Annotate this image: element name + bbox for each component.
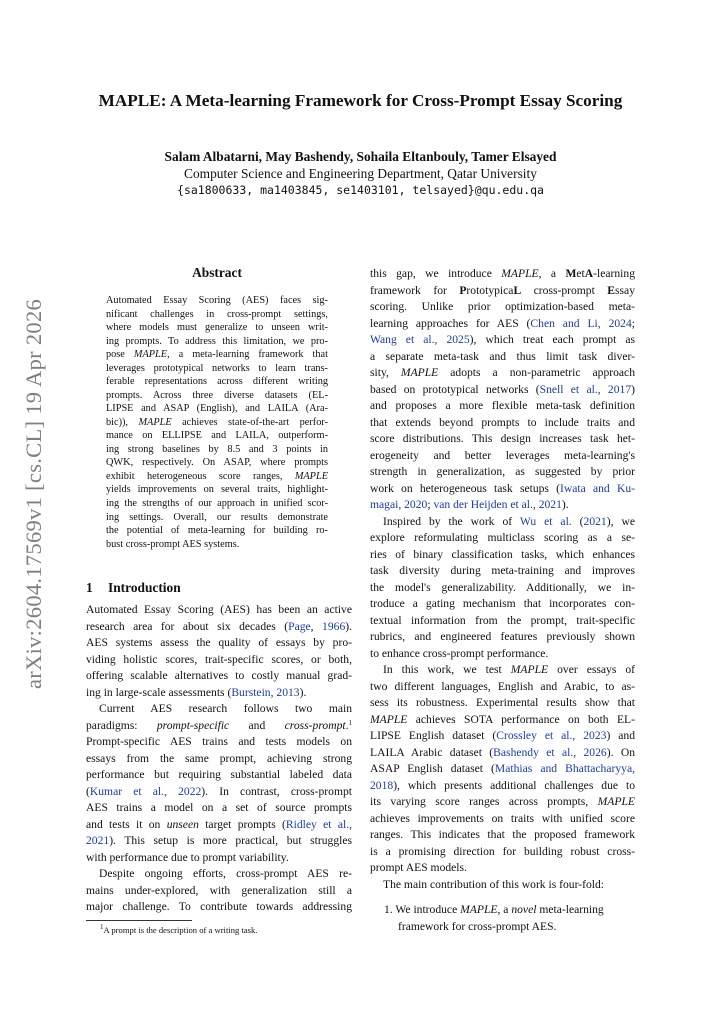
body-line: two different languages, English and Arabic, to as-	[370, 679, 635, 693]
abstract-line: yields improvements on several traits, highlight-	[106, 484, 328, 496]
body-line: major challenge. To contribute towards addressing	[86, 900, 352, 913]
body-line: Automated Essay Scoring (AES) has been an active	[86, 603, 352, 616]
body-line: AES trains a model on a set of source prompts	[86, 801, 352, 814]
contribution-list	[370, 902, 635, 935]
body-line: strength in generalization, as suggested by prior	[370, 465, 635, 478]
list-item-line: framework for cross-prompt AES.	[398, 919, 557, 933]
body-line: (Kumar et al., 2022). In contrast, cross-prompt	[86, 784, 352, 798]
body-line: sess its robustness. Experimental results show that	[370, 696, 635, 709]
body-line: LIPSE English dataset (Crossley et al., 2023) and	[370, 729, 636, 742]
body-line: its varying score ranges across prompts, MAPLE	[370, 795, 635, 808]
body-line: explore reformulating multiclass scoring as a se-	[370, 531, 635, 544]
body-line: research area for about six decades (Page, 1966).	[86, 619, 352, 633]
body-line: Prompt-specific AES trains and tests models on	[86, 735, 352, 748]
abstract-line: prompts. Across three diverse datasets (EL-	[106, 389, 328, 401]
body-line: rubrics, and engineered features previously shown	[370, 630, 635, 643]
abstract-line: pose MAPLE, a meta-learning framework that	[106, 349, 328, 361]
body-line: 2021). This setup is more practical, but struggles	[86, 834, 352, 847]
body-line: Inspired by the work of Wu et al. (2021), we	[383, 514, 635, 528]
arxiv-stamp-text: arXiv:2604.17569v1 [cs.CL] 19 Apr 2026	[21, 298, 46, 690]
abstract-heading: Abstract	[192, 265, 242, 280]
body-line: prompt AES models.	[370, 861, 467, 874]
footnote	[100, 925, 257, 935]
body-line: framework for PrototypicaL cross-prompt Essay	[370, 283, 635, 297]
abstract-line: Automated Essay Scoring (AES) faces sig-	[106, 295, 328, 306]
body-line: magai, 2020; van der Heijden et al., 2021).	[370, 498, 569, 511]
body-line: paradigms: prompt-specific and cross-prompt.$^1$	[86, 718, 352, 732]
body-line: 2018), which presents additional challenges due to	[370, 778, 635, 792]
body-line: mains under-explored, with generalization still a	[86, 883, 352, 897]
abstract-line: ing prompts. To address this limitation, we pro-	[106, 335, 328, 347]
abstract-line: ing strong baselines by 8.5 and 3 points in	[106, 443, 328, 455]
body-line: is a promising direction for building robust cross-	[370, 844, 635, 858]
body-line: work on heterogeneous task setups (Iwata and Ku-	[370, 481, 635, 495]
abstract-line: bust cross-prompt AES systems.	[106, 538, 240, 550]
body-line: textual information from the prompt, trait-specific	[370, 613, 635, 627]
body-line: offering scalable alternatives to costly manual grad-	[86, 669, 352, 682]
abstract-line: QWK, respectively. On ASAP, where prompts	[106, 457, 328, 469]
right-column-body	[370, 266, 635, 935]
body-line: In this work, we test MAPLE over essays of	[383, 663, 636, 676]
author-emails: {sa1800633, ma1403845, se1403101, telsayed}@qu.edu.qa	[177, 183, 544, 197]
body-line: essays from the same prompt, achieving strong	[86, 751, 352, 765]
affiliation: Computer Science and Engineering Department, Qatar University	[184, 166, 537, 181]
body-line: erogeneity and better leverages meta-learning's	[370, 448, 635, 462]
abstract-line: mance on ELLIPSE and LAILA, outperform-	[106, 430, 328, 442]
paper-title: MAPLE: A Meta-learning Framework for Cross-Prompt Essay Scoring	[98, 91, 623, 110]
abstract-line: ing settings. Overall, our results demonstrate	[106, 511, 328, 523]
body-line: and tests it on unseen target prompts (Ridley et al.,	[86, 817, 352, 831]
abstract-line: ing the strengths of our approach in unified scor-	[106, 497, 328, 509]
section-heading-introduction	[86, 580, 181, 596]
abstract-line: the potential of meta-learning for building ro-	[106, 525, 328, 537]
body-line: troduce a gating mechanism that incorporates con-	[370, 597, 635, 610]
abstract-line: LIPSE and ASAP (English), and LAILA (Ara-	[106, 403, 328, 415]
body-line: and proposes a more flexible meta-task definition	[370, 399, 635, 412]
body-line: ASAP English dataset (Mathias and Bhattacharyya,	[370, 762, 635, 775]
body-line: achieves improvements on traits with unified score	[370, 811, 635, 825]
body-line: Despite ongoing efforts, cross-prompt AES re-	[99, 867, 352, 880]
body-line: ries of binary classification tasks, which enhances	[370, 547, 635, 561]
body-line: sity, MAPLE adopts a non-parametric approach	[370, 366, 635, 379]
abstract-line: bic)), MAPLE achieves state-of-the-art perfor-	[106, 416, 328, 428]
footnote-rule	[86, 920, 192, 921]
body-line: score distributions. This design increases task het-	[370, 432, 635, 445]
section-number: 1	[86, 580, 93, 595]
body-line: ing in large-scale assessments (Burstein, 2013).	[86, 685, 307, 699]
footnote-text: A prompt is the description of a writing task.	[103, 925, 258, 935]
body-line: viding holistic scores, trait-specific scores, or both,	[86, 652, 352, 666]
body-line: The main contribution of this work is four-fold:	[383, 877, 604, 891]
body-line: MAPLE achieves SOTA performance on both EL-	[370, 712, 635, 726]
arxiv-stamp	[21, 297, 47, 692]
body-line: performance but requiring substantial labeled data	[86, 768, 352, 781]
body-line: based on prototypical networks (Snell et al., 2017)	[370, 382, 635, 396]
footnote-mark: 1	[100, 923, 104, 931]
body-line: that extends beyond prompts to include traits and	[370, 415, 635, 429]
body-line: this gap, we introduce MAPLE, a MetA-learning	[370, 267, 635, 280]
abstract-line: nificant challenges in cross-prompt settings,	[106, 308, 328, 320]
abstract-line: leverages prototypical networks to learn trans-	[106, 362, 328, 374]
body-line: the model's generalizability. Additionally, we in-	[370, 580, 635, 594]
section-title: Introduction	[108, 580, 181, 595]
body-line: AES systems assess the quality of essays by pro-	[86, 636, 352, 649]
body-line: Current AES research follows two main	[99, 702, 352, 715]
list-item-line: 1. We introduce MAPLE, a novel meta-learning	[384, 903, 604, 916]
abstract-line: exhibit heterogeneous score ranges, MAPLE	[106, 470, 328, 482]
body-line: with performance due to prompt variability.	[86, 850, 289, 864]
body-line: Wang et al., 2025), which treat each prompt as	[370, 333, 636, 346]
body-line: learning approaches for AES (Chen and Li, 2024;	[370, 316, 635, 330]
left-column-body	[86, 602, 352, 916]
author-list: Salam Albatarni, May Bashendy, Sohaila Eltanbouly, Tamer Elsayed	[164, 149, 557, 164]
body-line: to enhance cross-prompt performance.	[370, 646, 549, 660]
abstract-body	[106, 294, 328, 551]
footnote-ref: 1	[348, 718, 352, 727]
abstract-line: ferable representations across different writing	[106, 376, 328, 388]
body-line: task diversity during meta-training and improves	[370, 564, 635, 577]
body-line: a separate meta-task and thus limit task diver-	[370, 349, 635, 363]
body-line: ranges. This indicates that the proposed framework	[370, 828, 635, 841]
body-line: scoring. Unlike prior optimization-based meta-	[370, 300, 635, 313]
abstract-line: where models must generalize to unseen writ-	[106, 322, 328, 334]
body-line: LAILA Arabic dataset (Bashendy et al., 2026). On	[370, 745, 635, 759]
